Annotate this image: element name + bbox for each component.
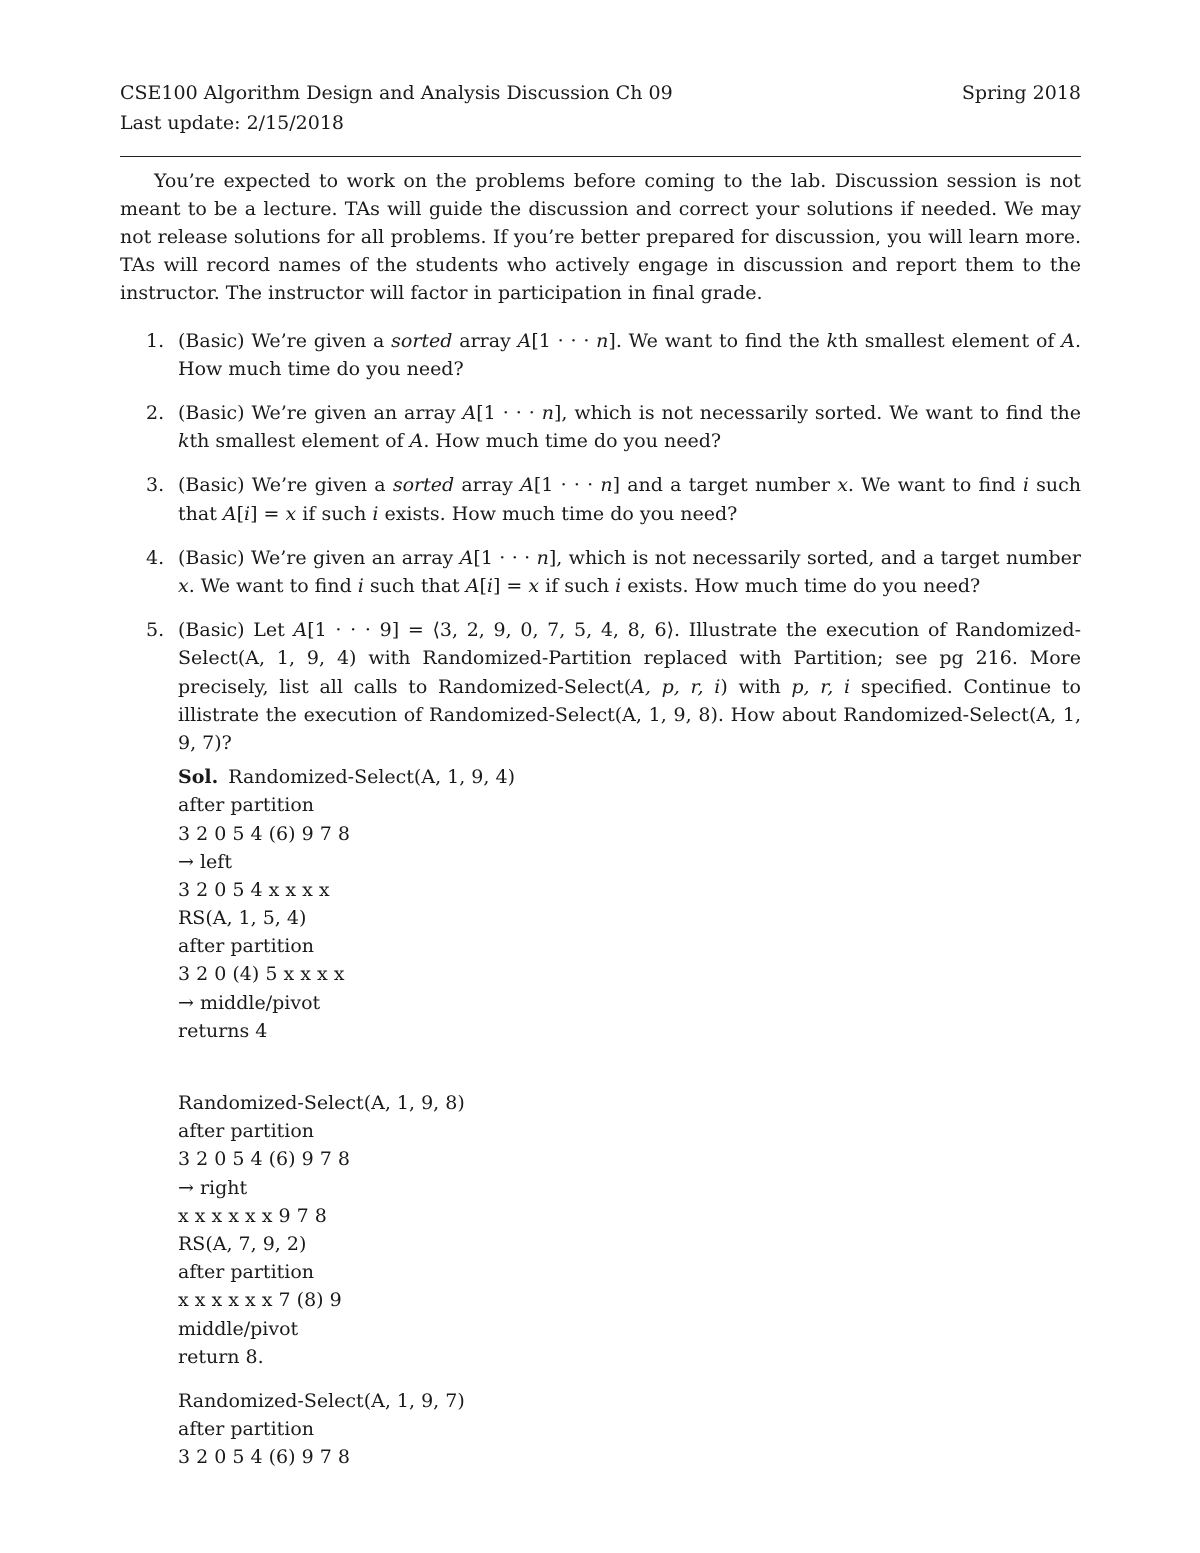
problem-text: ]. We want to find the xyxy=(608,329,827,352)
solution-line: → left xyxy=(178,850,232,873)
problem-2 xyxy=(120,399,1081,455)
emphasis-text: sorted xyxy=(392,474,455,497)
problem-text: ) with xyxy=(720,675,792,698)
emphasis-text: sorted xyxy=(391,329,453,352)
math-var: i xyxy=(615,574,622,597)
solution-line: 3 2 0 (4) 5 x x x x xyxy=(178,963,345,986)
spacer xyxy=(178,1045,1081,1089)
solution-line: 3 2 0 5 4 x x x x xyxy=(178,878,330,901)
problem-text: . We want to find xyxy=(847,474,1023,497)
solution-line: after partition xyxy=(178,794,315,817)
solution-line: middle/pivot xyxy=(178,1317,299,1340)
math-var: A xyxy=(222,502,237,525)
solution-label: Sol. xyxy=(178,766,219,789)
course-title: CSE100 Algorithm Design and Analysis Discussion Ch 09 xyxy=(120,82,673,104)
math-var: n xyxy=(536,546,549,569)
problem-text: if such xyxy=(296,502,373,525)
solution-line xyxy=(178,763,1081,791)
problem-text: th smallest element of xyxy=(838,329,1062,352)
math-var: x xyxy=(837,474,848,497)
math-var: i xyxy=(1022,474,1029,497)
solution-line: Randomized-Select(A, 1, 9, 7) xyxy=(178,1389,465,1412)
solution-line: RS(A, 7, 9, 2) xyxy=(178,1232,307,1255)
problem-text: [1 · · · xyxy=(476,401,542,424)
problem-text: [1 · · · xyxy=(531,329,597,352)
page-header xyxy=(120,78,1081,108)
math-var: A xyxy=(459,546,474,569)
solution-line: RS(A, 1, 5, 4) xyxy=(178,907,307,930)
problem-text: [ xyxy=(236,502,245,525)
solution-line: 3 2 0 5 4 (6) 9 7 8 xyxy=(178,1446,350,1469)
problem-text: ], which is not necessarily sorted, and a target number xyxy=(548,546,1082,569)
math-var: i xyxy=(357,574,364,597)
problem-text: [1 · · · 9] = ⟨3, 2, 9, 0, 7, 5, 4, 8, 6⟩. Illustrate the execution of Randomized-Select(A, 1, 9, 4) with Randomized-Partition replaced with Partition; see pg 216. More precisely, list all calls to Randomized-Select( xyxy=(178,619,1081,698)
solution-line: returns 4 xyxy=(178,1019,268,1042)
problem-text: [1 · · · xyxy=(473,546,537,569)
math-var: A xyxy=(462,401,477,424)
math-var: A xyxy=(409,430,424,453)
solution-line: x x x x x x 7 (8) 9 xyxy=(178,1289,342,1312)
solution-line: return 8. xyxy=(178,1345,264,1368)
math-var: A xyxy=(293,619,308,642)
solution-line: x x x x x x 9 7 8 xyxy=(178,1204,327,1227)
solution-line: after partition xyxy=(178,1120,315,1143)
problem-list xyxy=(120,327,1081,1472)
problem-text: ] = xyxy=(492,574,529,597)
problem-text: if such xyxy=(539,574,616,597)
problem-text: array xyxy=(452,329,518,352)
math-var: p, r, i xyxy=(791,675,851,698)
problem-text: such that xyxy=(363,574,466,597)
solution-line: 3 2 0 5 4 (6) 9 7 8 xyxy=(178,1148,350,1171)
solution-line: Randomized-Select(A, 1, 9, 8) xyxy=(178,1092,465,1115)
math-var: i xyxy=(486,574,493,597)
math-var: x xyxy=(285,502,297,525)
term-label: Spring 2018 xyxy=(961,82,1081,104)
math-var: k xyxy=(178,430,190,453)
problem-5 xyxy=(120,616,1081,1471)
problem-text: [1 · · · xyxy=(533,474,601,497)
math-var: A xyxy=(465,574,480,597)
header-divider xyxy=(120,156,1081,157)
math-var: n xyxy=(600,474,613,497)
document-page xyxy=(120,78,1081,1487)
last-update: Last update: 2/15/2018 xyxy=(120,112,345,134)
math-var: A, p, r, i xyxy=(631,675,721,698)
solution-line: after partition xyxy=(178,1418,315,1441)
math-var: k xyxy=(826,329,839,352)
problem-text: . We want to find xyxy=(188,574,358,597)
problem-text: th smallest element of xyxy=(189,430,410,453)
problem-text: array xyxy=(454,474,521,497)
math-var: A xyxy=(1061,329,1075,352)
solution-line: → right xyxy=(178,1176,248,1199)
math-var: A xyxy=(520,474,534,497)
problem-text: ] and a target number xyxy=(612,474,838,497)
solution-line: after partition xyxy=(178,935,315,958)
problem-text: (Basic) We’re given an array xyxy=(178,401,463,424)
problem-number: 5. xyxy=(146,619,165,642)
problem-text: ], which is not necessarily sorted. We want to find the xyxy=(553,401,1081,424)
math-var: i xyxy=(372,502,379,525)
problem-number: 4. xyxy=(146,546,165,569)
problem-text: . How much time do you need? xyxy=(423,430,722,453)
problem-4 xyxy=(120,544,1081,600)
problem-text: exists. How much time do you need? xyxy=(621,574,981,597)
problem-3 xyxy=(120,471,1081,527)
problem-text: (Basic) We’re given a xyxy=(178,474,393,497)
problem-text: (Basic) Let xyxy=(178,619,294,642)
problem-text: specified. Continue to illistrate the execution of Randomized-Select(A, 1, 9, 8). How about Randomized-Select(A, 1, 9, 7)? xyxy=(178,675,1081,754)
problem-text: (Basic) We’re given an array xyxy=(178,546,460,569)
problem-text: such that xyxy=(178,474,1081,525)
solution-text: Randomized-Select(A, 1, 9, 4) xyxy=(228,766,515,789)
math-var: A xyxy=(517,329,532,352)
solution-line: after partition xyxy=(178,1261,315,1284)
math-var: n xyxy=(541,401,554,424)
math-var: n xyxy=(596,329,609,352)
problem-1 xyxy=(120,327,1081,383)
problem-number: 2. xyxy=(146,401,165,424)
math-var: i xyxy=(244,502,251,525)
problem-text: exists. How much time do you need? xyxy=(378,502,738,525)
solution-line: 3 2 0 5 4 (6) 9 7 8 xyxy=(178,822,350,845)
problem-text: [ xyxy=(479,574,487,597)
problem-text: (Basic) We’re given a xyxy=(178,329,392,352)
problem-number: 1. xyxy=(146,329,165,352)
math-var: x xyxy=(528,574,540,597)
intro-paragraph: You’re expected to work on the problems before coming to the lab. Discussion session is not meant to be a lecture. TAs will guide the discussion and correct your solutions if needed. We may not release solutions for all problems. If you’re better prepared for discussion, you will learn more. TAs will record names of the students who actively engage in discussion and report them to the instructor. The instructor will factor in participation in final grade. xyxy=(120,169,1081,305)
problem-text: ] = xyxy=(250,502,286,525)
solution-block xyxy=(178,763,1081,1471)
solution-line: → middle/pivot xyxy=(178,991,321,1014)
problem-number: 3. xyxy=(146,474,165,497)
spacer xyxy=(178,1371,1081,1387)
math-var: x xyxy=(178,574,189,597)
problem-text: . How much time do you need? xyxy=(178,329,1082,380)
